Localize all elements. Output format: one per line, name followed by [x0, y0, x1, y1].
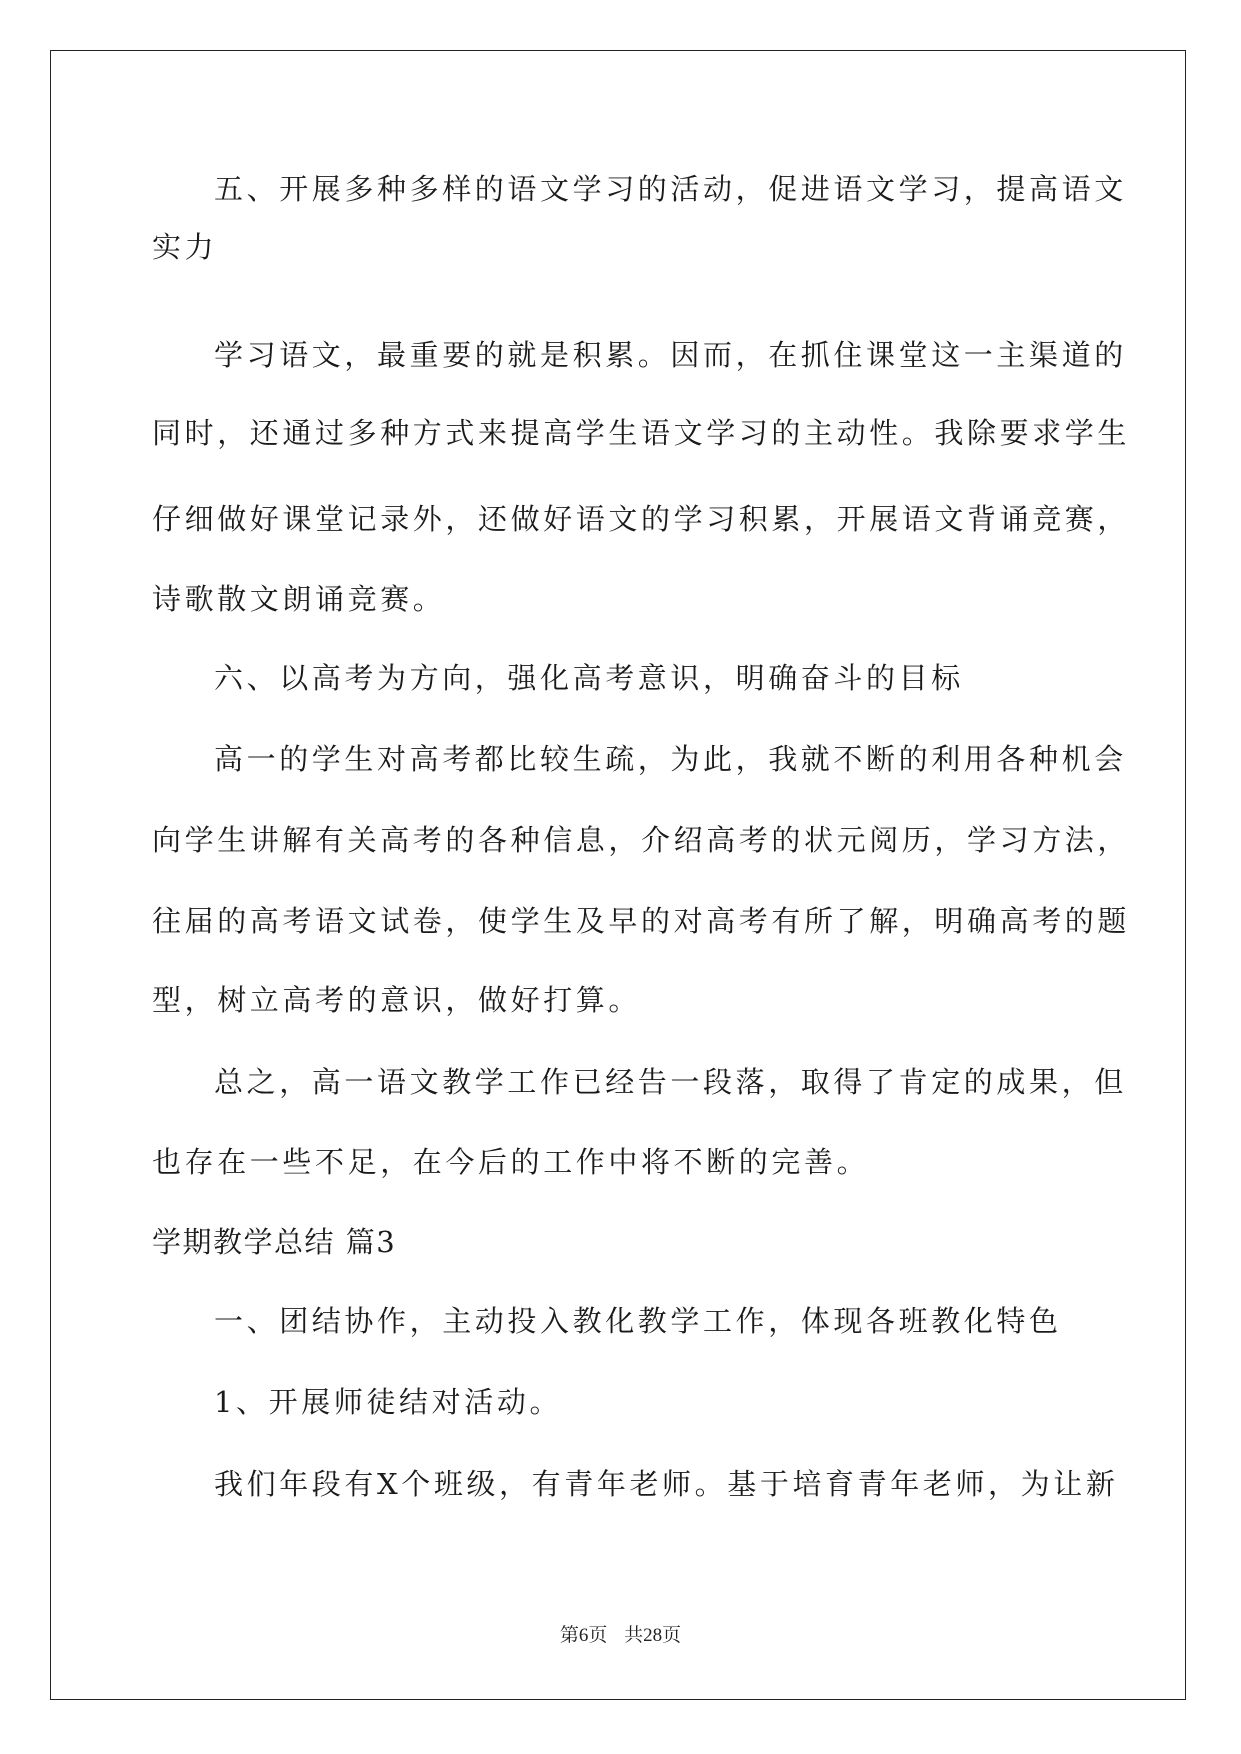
paragraph-line: 我们年段有X个班级，有青年老师。基于培育青年老师，为让新: [214, 1467, 1119, 1501]
paragraph-line: 实力: [152, 230, 218, 264]
page-number: 第6页: [559, 1625, 608, 1646]
page-total: 共28页: [624, 1625, 682, 1646]
article-title: 学期教学总结 篇3: [152, 1225, 397, 1259]
paragraph-line: 总之，高一语文教学工作已经告一段落，取得了肯定的成果，但: [214, 1065, 1127, 1099]
paragraph-line: 高一的学生对高考都比较生疏，为此，我就不断的利用各种机会: [214, 742, 1127, 776]
paragraph-line: 也存在一些不足，在今后的工作中将不断的完善。: [152, 1145, 870, 1179]
subsection-heading: 1、开展师徒结对活动。: [214, 1385, 563, 1419]
paragraph-line: 学习语文，最重要的就是积累。因而，在抓住课堂这一主渠道的: [214, 338, 1127, 372]
paragraph-line: 型，树立高考的意识，做好打算。: [152, 983, 642, 1017]
paragraph-line: 往届的高考语文试卷，使学生及早的对高考有所了解，明确高考的题: [152, 904, 1131, 938]
paragraph-line: 向学生讲解有关高考的各种信息，介绍高考的状元阅历，学习方法，: [152, 823, 1131, 857]
paragraph-line: 同时，还通过多种方式来提高学生语文学习的主动性。我除要求学生: [152, 416, 1131, 450]
paragraph-line: 诗歌散文朗诵竞赛。: [152, 582, 446, 616]
paragraph-line: 五、开展多种多样的语文学习的活动，促进语文学习，提高语文: [214, 172, 1127, 206]
section-heading: 六、以高考为方向，强化高考意识，明确奋斗的目标: [214, 661, 964, 695]
page-border: [50, 50, 1186, 1700]
section-heading: 一、团结协作，主动投入教化教学工作，体现各班教化特色: [214, 1304, 1062, 1338]
paragraph-line: 仔细做好课堂记录外，还做好语文的学习积累，开展语文背诵竞赛，: [152, 502, 1131, 536]
page-footer: [0, 1620, 1241, 1647]
